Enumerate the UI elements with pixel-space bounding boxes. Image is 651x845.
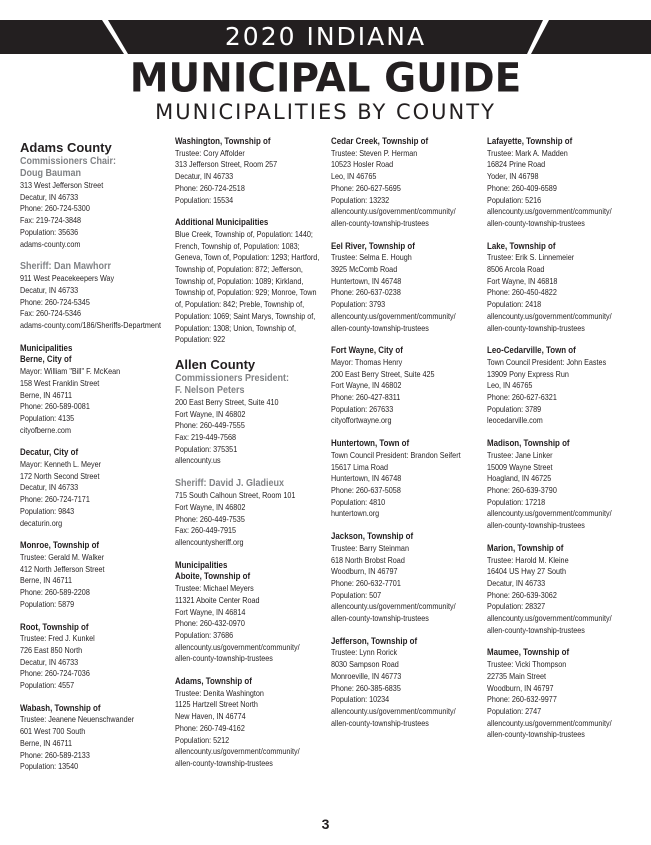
detail-line: Berne, IN 46711 (20, 389, 73, 400)
detail-line: allencounty.us (175, 455, 221, 466)
detail-line: Fort Wayne, IN 46818 (487, 275, 558, 286)
municipality-entry (20, 447, 168, 529)
detail-line: Phone: 260-637-0238 (331, 287, 401, 298)
detail-line: allen-county-township-trustees (487, 217, 585, 228)
detail-line: allen-county-township-trustees (331, 217, 429, 228)
detail-line: Trustee: Cory Affolder (175, 147, 245, 158)
municipality-entry (175, 571, 325, 665)
detail-line: Population: 267633 (331, 403, 394, 414)
detail-line: allen-county-township-trustees (487, 624, 585, 635)
detail-line: Phone: 260-409-6589 (487, 182, 557, 193)
detail-line: Phone: 260-749-4162 (175, 722, 245, 733)
municipality-name: Jackson, Township of (331, 531, 414, 542)
detail-line: Phone: 260-627-5695 (331, 182, 401, 193)
municipality-entry (331, 136, 481, 230)
detail-line: cityoffortwayne.org (331, 415, 392, 426)
detail-line: Population: 37686 (175, 629, 234, 640)
municipality-name: Fort Wayne, City of (331, 345, 403, 356)
detail-line: Leo, IN 46765 (487, 380, 533, 391)
detail-line: Fax: 219-449-7568 (175, 432, 237, 443)
county-heading-adams: Adams County (20, 140, 112, 155)
detail-line: allencounty.us/government/community/ (331, 705, 456, 716)
commissioners-name: F. Nelson Peters (175, 384, 245, 396)
detail-line: Population: 4810 (331, 496, 386, 507)
detail-line: Population: 5879 (20, 598, 75, 609)
detail-line: huntertown.org (331, 508, 380, 519)
detail-line: Trustee: Denita Washington (175, 687, 264, 698)
commissioners-label: Commissioners Chair: (20, 156, 117, 167)
column-2 (175, 136, 325, 781)
municipality-list (20, 354, 168, 773)
detail-line: Phone: 260-449-7555 (175, 420, 245, 431)
detail-line: Population: 17218 (487, 496, 546, 507)
detail-line: Population: 28327 (487, 601, 546, 612)
detail-line: Woodburn, IN 46797 (487, 682, 554, 693)
detail-line: allencounty.us/government/community/ (331, 310, 456, 321)
detail-line: Population: 4135 (20, 412, 75, 423)
detail-line: Trustee: Jane Linker (487, 449, 553, 460)
detail-line: Leo, IN 46765 (331, 171, 377, 182)
detail-line: Population: 35636 (20, 226, 79, 237)
municipality-name: Decatur, City of (20, 447, 79, 458)
detail-line: Decatur, IN 46733 (20, 191, 79, 202)
detail-line: allen-county-township-trustees (331, 613, 429, 624)
sheriff-label: Sheriff: David J. Gladieux (175, 478, 285, 490)
detail-line: Population: 15534 (175, 194, 234, 205)
detail-line: 715 South Calhoun Street, Room 101 (175, 490, 296, 501)
detail-line: allen-county-township-trustees (175, 653, 273, 664)
municipality-list (175, 571, 325, 769)
detail-line: 313 West Jefferson Street (20, 180, 104, 190)
detail-line: Decatur, IN 46733 (487, 577, 546, 588)
detail-line: Phone: 260-589-0081 (20, 401, 90, 412)
detail-line: Mayor: Kenneth L. Meyer (20, 459, 102, 470)
additional-municipalities-label: Additional Municipalities (175, 217, 269, 228)
municipality-entry (20, 622, 168, 692)
commissioners-name: Doug Bauman (20, 168, 82, 179)
detail-line: Fort Wayne, IN 46802 (331, 380, 402, 391)
municipality-entry (331, 531, 481, 625)
detail-line: 618 North Brobst Road (331, 554, 405, 565)
detail-line: Hoagland, IN 46725 (487, 473, 552, 484)
detail-line: Trustee: Lynn Rorick (331, 647, 398, 658)
municipality-entry (487, 543, 637, 637)
detail-line: Fax: 260-724-5346 (20, 308, 82, 319)
detail-line: Trustee: Michael Meyers (175, 583, 254, 594)
detail-line: Population: 4557 (20, 680, 75, 691)
detail-line: 13909 Pony Express Run (487, 368, 569, 379)
detail-line: Trustee: Harold M. Kleine (487, 554, 569, 565)
column-3 (331, 136, 481, 740)
municipality-name: Huntertown, Town of (331, 438, 410, 449)
detail-line: 22735 Main Street (487, 670, 546, 681)
municipality-entry (487, 345, 637, 427)
detail-line: Town Council President: Brandon Seifert (331, 449, 461, 460)
municipality-entry (175, 136, 325, 206)
detail-line: Trustee: Steven P. Herman (331, 147, 418, 158)
detail-line: allencounty.us/government/community/ (331, 206, 456, 217)
detail-line: 200 East Berry Street, Suite 410 (175, 396, 279, 407)
detail-line: Mayor: Thomas Henry (331, 356, 403, 367)
detail-line: allencounty.us/government/community/ (331, 601, 456, 612)
municipalities-label: Municipalities (175, 559, 228, 570)
detail-line: Trustee: Selma E. Hough (331, 252, 412, 263)
detail-line: Population: 5216 (487, 194, 542, 205)
banner-title: 2020 INDIANA (224, 22, 427, 51)
detail-line: 911 West Peacekeepers Way (20, 273, 115, 284)
detail-line: Fax: 219-724-3848 (20, 215, 82, 226)
detail-line: Population: 3789 (487, 403, 542, 414)
detail-line: allen-county-township-trustees (487, 322, 585, 333)
column-4 (487, 136, 637, 752)
municipality-entry (487, 241, 637, 335)
detail-line: 16404 US Hwy 27 South (487, 566, 567, 577)
detail-line: Yoder, IN 46798 (487, 171, 539, 182)
detail-line: decaturin.org (20, 517, 63, 528)
detail-line: Trustee: Fred J. Kunkel (20, 633, 95, 644)
detail-line: Phone: 260-589-2208 (20, 587, 90, 598)
detail-line: adams-county.com/186/Sheriffs-Department (20, 320, 161, 331)
detail-line: Population: 375351 (175, 443, 238, 454)
detail-line: Trustee: Gerald M. Walker (20, 551, 105, 562)
page-subtitle: MUNICIPALITIES BY COUNTY (155, 100, 496, 124)
municipality-name: Cedar Creek, Township of (331, 136, 429, 146)
municipality-name: Marion, Township of (487, 542, 564, 553)
detail-line: 3925 McComb Road (331, 264, 398, 275)
municipality-name: Lake, Township of (487, 240, 556, 251)
detail-line: allen-county-township-trustees (331, 322, 429, 333)
detail-line: Woodburn, IN 46797 (331, 566, 398, 577)
municipalities-label: Municipalities (20, 342, 73, 353)
detail-line: allen-county-township-trustees (487, 520, 585, 531)
municipality-entry (331, 438, 481, 520)
detail-line: Phone: 260-632-7701 (331, 577, 401, 588)
detail-line: Trustee: Erik S. Linnemeier (487, 252, 575, 263)
municipality-name: Wabash, Township of (20, 702, 101, 713)
detail-line: Decatur, IN 46733 (20, 656, 79, 667)
detail-line: 8030 Sampson Road (331, 659, 399, 670)
page-title: MUNICIPAL GUIDE (129, 55, 522, 102)
detail-line: 15009 Wayne Street (487, 461, 553, 472)
detail-line: Phone: 260-724-2518 (175, 182, 245, 193)
detail-line: Phone: 260-639-3790 (487, 484, 557, 495)
sheriff-label: Sheriff: Dan Mawhorr (20, 261, 112, 273)
detail-line: Phone: 260-724-5345 (20, 296, 90, 307)
detail-line: 726 East 850 North (20, 644, 83, 655)
municipality-name: Eel River, Township of (331, 240, 415, 251)
header-banner (0, 20, 651, 54)
detail-line: 601 West 700 South (20, 726, 86, 737)
detail-line: Population: 2418 (487, 299, 542, 310)
municipality-entry (175, 676, 325, 770)
detail-line: Town Council President: John Eastes (487, 356, 607, 367)
detail-line: 200 East Berry Street, Suite 425 (331, 368, 435, 379)
detail-line: allencountysheriff.org (175, 536, 244, 547)
detail-line: allencounty.us/government/community/ (487, 613, 612, 624)
detail-line: Phone: 260-589-2133 (20, 749, 90, 760)
commissioners-label: Commissioners President: (175, 372, 290, 384)
detail-line: Population: 9843 (20, 505, 75, 516)
detail-line: allencounty.us/government/community/ (487, 206, 612, 217)
detail-line: Decatur, IN 46733 (175, 171, 234, 182)
municipality-name: Washington, Township of (175, 136, 271, 146)
municipality-entry (20, 354, 168, 436)
municipality-name: Madison, Township of (487, 438, 570, 449)
detail-line: Trustee: Jeanene Neuenschwander (20, 714, 135, 725)
additional-municipalities-text: Blue Creek, Township of, Population: 1440; French, Township of, Population: 1083; Geneva, Town of, Population: 1293; Hartford, Township of, Population: 872; Jefferson, Township of, Population: 1089; Kirkland, Township of, Population: 929; Monroe, Town of, Population: 842; Preble, Township of, Population: 1069; Saint Marys, Township of, Population: 1308; Union, Township of, Population: 922 (175, 228, 320, 345)
detail-line: Trustee: Vicki Thompson (487, 659, 567, 670)
detail-line: cityofberne.com (20, 424, 71, 435)
municipality-name: Berne, City of (20, 354, 72, 365)
municipality-entry (20, 703, 168, 773)
detail-line: 15617 Lima Road (331, 461, 388, 472)
detail-line: Berne, IN 46711 (20, 737, 73, 748)
detail-line: adams-county.com (20, 238, 81, 249)
detail-line: Phone: 260-432-0970 (175, 618, 245, 629)
detail-line: Phone: 260-427-8311 (331, 392, 401, 403)
detail-line: Phone: 260-632-9977 (487, 694, 557, 705)
detail-line: Fort Wayne, IN 46802 (175, 501, 246, 512)
detail-line: Phone: 260-450-4822 (487, 287, 557, 298)
detail-line: Phone: 260-724-5300 (20, 203, 90, 214)
sheriff-details (20, 273, 168, 332)
municipality-entry (331, 241, 481, 335)
county-heading-allen: Allen County (175, 356, 256, 372)
detail-line: allen-county-township-trustees (175, 757, 273, 768)
detail-line: allen-county-township-trustees (487, 729, 585, 740)
municipality-entry (487, 647, 637, 741)
detail-line: allencounty.us/government/community/ (175, 746, 300, 757)
column-1 (20, 136, 168, 784)
municipality-name: Lafayette, Township of (487, 136, 573, 146)
detail-line: Phone: 260-639-3062 (487, 589, 557, 600)
detail-line: Phone: 260-724-7036 (20, 668, 90, 679)
detail-line: Phone: 260-449-7535 (175, 513, 245, 524)
detail-line: New Haven, IN 46774 (175, 711, 246, 722)
detail-line: Phone: 260-385-6835 (331, 682, 401, 693)
detail-line: 11321 Aboite Center Road (175, 594, 260, 605)
commissioners-details (175, 397, 325, 467)
detail-line: Decatur, IN 46733 (20, 284, 79, 295)
detail-line: Population: 3793 (331, 299, 386, 310)
detail-line: 158 West Franklin Street (20, 377, 100, 388)
detail-line: 1125 Hartzell Street North (175, 699, 258, 710)
municipality-name: Monroe, Township of (20, 540, 100, 551)
detail-line: Population: 10234 (331, 694, 390, 705)
detail-line: Trustee: Barry Steinman (331, 542, 409, 553)
municipality-name: Maumee, Township of (487, 647, 570, 658)
detail-line: Mayor: William "Bill" F. McKean (20, 366, 121, 377)
detail-line: Fort Wayne, IN 46814 (175, 606, 246, 617)
detail-line: 16824 Prine Road (487, 159, 546, 170)
detail-line: Phone: 260-637-5058 (331, 484, 401, 495)
detail-line: 8506 Arcola Road (487, 264, 545, 275)
municipality-list (175, 136, 325, 206)
municipality-name: Adams, Township of (175, 676, 252, 687)
municipality-list (331, 136, 481, 729)
municipality-entry (487, 136, 637, 230)
detail-line: Berne, IN 46711 (20, 575, 73, 586)
municipality-entry (487, 438, 637, 532)
detail-line: allencounty.us/government/community/ (487, 508, 612, 519)
detail-line: Monroeville, IN 46773 (331, 670, 402, 681)
municipality-name: Aboite, Township of (175, 571, 251, 582)
detail-line: leocedarville.com (487, 415, 543, 426)
detail-line: allen-county-township-trustees (331, 717, 429, 728)
detail-line: 313 Jefferson Street, Room 257 (175, 159, 278, 170)
detail-line: Huntertown, IN 46748 (331, 275, 402, 286)
sheriff-details (175, 490, 325, 549)
municipality-list (487, 136, 637, 741)
detail-line: Phone: 260-627-6321 (487, 392, 557, 403)
municipality-name: Jefferson, Township of (331, 635, 418, 646)
detail-line: Phone: 260-724-7171 (20, 494, 90, 505)
detail-line: 10523 Hosler Road (331, 159, 394, 170)
municipality-entry (331, 345, 481, 427)
detail-line: allencounty.us/government/community/ (487, 717, 612, 728)
detail-line: Population: 5212 (175, 734, 230, 745)
detail-line: 172 North Second Street (20, 470, 100, 481)
municipality-name: Leo-Cedarville, Town of (487, 345, 576, 356)
detail-line: Huntertown, IN 46748 (331, 473, 402, 484)
municipality-name: Root, Township of (20, 621, 89, 632)
commissioners-details (20, 180, 168, 250)
detail-line: Population: 13540 (20, 761, 79, 772)
detail-line: Fort Wayne, IN 46802 (175, 408, 246, 419)
detail-line: Trustee: Mark A. Madden (487, 147, 568, 158)
detail-line: allencounty.us/government/community/ (487, 310, 612, 321)
municipality-entry (20, 540, 168, 610)
detail-line: Population: 507 (331, 589, 382, 600)
detail-line: Population: 2747 (487, 705, 542, 716)
municipality-entry (331, 636, 481, 730)
detail-line: 412 North Jefferson Street (20, 563, 105, 574)
detail-line: allencounty.us/government/community/ (175, 641, 300, 652)
detail-line: Population: 13232 (331, 194, 390, 205)
detail-line: Fax: 260-449-7915 (175, 525, 237, 536)
detail-line: Decatur, IN 46733 (20, 482, 79, 493)
page-number: 3 (321, 816, 330, 832)
